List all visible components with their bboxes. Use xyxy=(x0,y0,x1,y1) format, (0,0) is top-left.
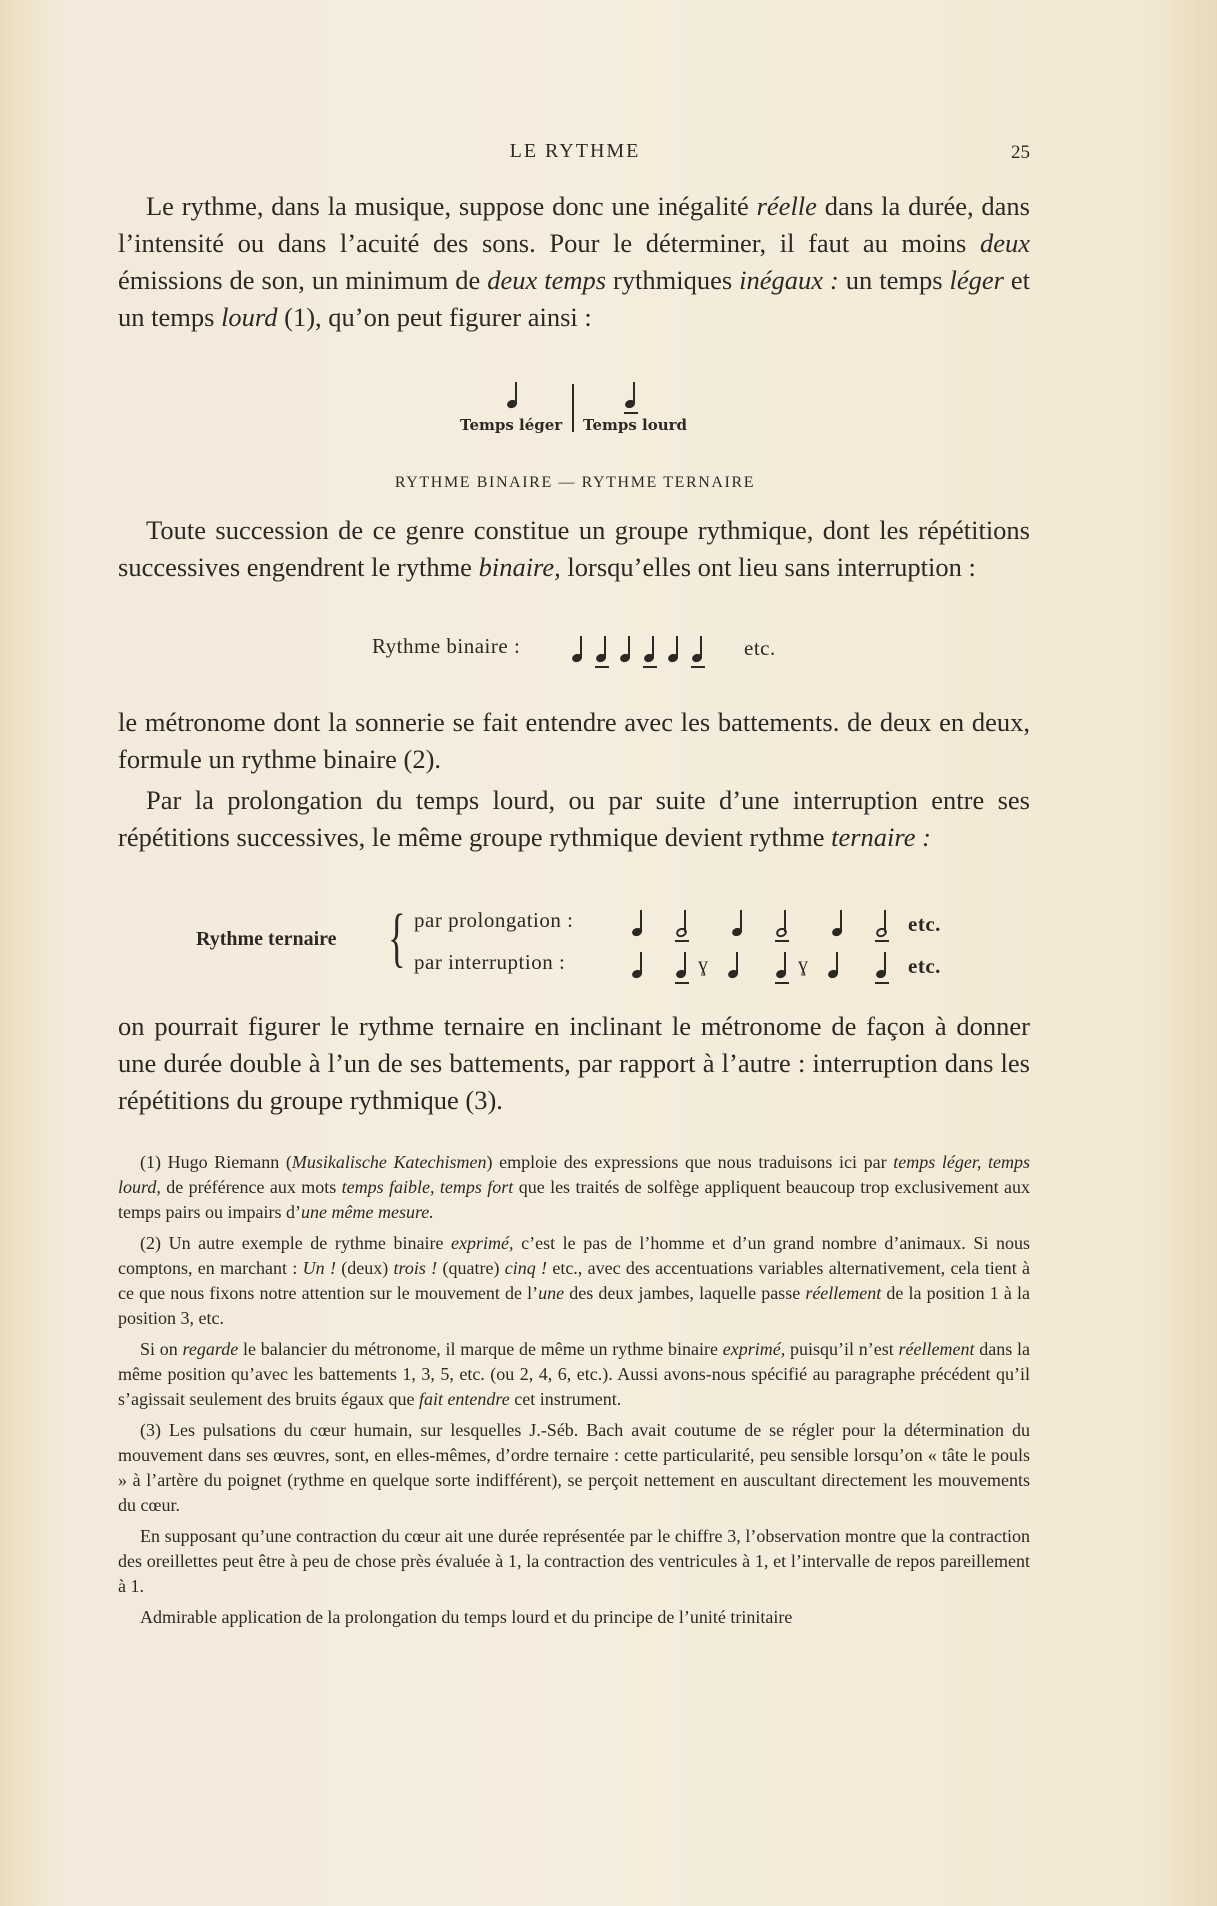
figure-temps xyxy=(455,378,725,438)
text-run: (deux) xyxy=(335,1258,394,1278)
italic-run: une xyxy=(538,1283,565,1303)
quarter-note-icon xyxy=(630,910,650,944)
label-temps-lourd: Temps lourd xyxy=(583,416,688,434)
italic-run: une même mesure. xyxy=(300,1202,434,1222)
accented-quarter-note-icon xyxy=(594,636,614,670)
text-run: ) emploie des expressions que nous traduisons ici par xyxy=(486,1152,894,1172)
footnote-1 xyxy=(118,1150,1030,1225)
ternaire-interruption-notes xyxy=(630,948,950,988)
quarter-note-icon xyxy=(726,952,746,986)
text-run: Si on xyxy=(140,1339,183,1359)
italic-run: temps faible, temps fort xyxy=(341,1177,514,1197)
running-title: LE RYTHME xyxy=(509,140,641,162)
page-number: 25 xyxy=(1011,142,1030,163)
text-run: puisqu’il n’est xyxy=(785,1339,899,1359)
quarter-note-icon xyxy=(666,636,686,670)
quarter-note-icon xyxy=(570,636,590,670)
text-run: le balancier du métronome, il marque de même un rythme binaire xyxy=(238,1339,723,1359)
text-run: que les traités de solfège appliquent beaucoup trop exclusivement aux temps pairs ou impairs d’ xyxy=(118,1177,1030,1222)
text-run: et un temps xyxy=(118,265,1030,332)
label-temps-leger: Temps léger xyxy=(460,416,563,434)
text-run: Par la prolongation du temps lourd, ou par suite d’une interruption entre ses répétitions successives, le même groupe rythmique devient rythme xyxy=(118,785,1030,852)
text-run: de la position 1 à la position 3, etc. xyxy=(118,1283,1030,1328)
accented-quarter-note-icon xyxy=(690,636,710,670)
italic-run: réelle xyxy=(756,191,817,221)
ternaire-prolongation-label: par prolongation : xyxy=(414,908,574,932)
paragraph-binaire xyxy=(118,512,1030,586)
quarter-note-icon xyxy=(618,636,638,670)
section-heading: RYTHME BINAIRE — RYTHME TERNAIRE xyxy=(394,474,756,491)
ternaire-interruption-etc: etc. xyxy=(908,954,941,978)
footnote-3: (3) Les pulsations du cœur humain, sur lesquelles J.-Séb. Bach avait coutume de se régler pour la détermination du mouvement dans ses œuvres, sont, en elles-mêmes, d’ordre ternaire : cette particularité, peu sensible lorsqu’on « tâte le pouls » à l’artère du poignet (rythme en quelque sorte indifférent), se perçoit nettement en auscultant directement les mouvements du cœur. xyxy=(118,1420,1030,1515)
italic-run: lourd xyxy=(221,302,278,332)
accented-half-note-icon xyxy=(874,910,894,944)
footnote-3-continued: En supposant qu’une contraction du cœur ait une durée représentée par le chiffre 3, l’observation montre que la contraction des oreillettes peut être à peu de chose près évaluée à 1, la contraction des ventricules à 1, et l’intervalle de repos pareillement à 1. xyxy=(118,1526,1030,1596)
footnote-2-continued xyxy=(118,1337,1030,1412)
ternaire-interruption-label: par interruption : xyxy=(414,950,566,974)
accented-quarter-note-icon xyxy=(874,952,894,986)
paragraph-metronome-incline xyxy=(118,1008,1030,1119)
italic-run: regarde xyxy=(182,1339,239,1359)
quarter-note-icon xyxy=(630,952,650,986)
paragraph-intro xyxy=(118,188,1030,336)
quarter-note-icon xyxy=(830,910,850,944)
paragraph-prolongation xyxy=(118,782,1030,856)
text-run: le métronome dont la sonnerie se fait entendre avec les battements. de deux en deux, formule un rythme binaire (2). xyxy=(118,707,1030,774)
ternaire-prolongation-notes xyxy=(630,906,950,946)
text-run: des deux jambes, laquelle passe xyxy=(564,1283,806,1303)
text-run: on pourrait figurer le rythme ternaire en inclinant le métronome de façon à donner une durée double à l’un de ses battements, par rapport à l’autre : interruption dans les répétitions du groupe rythmique (3). xyxy=(118,1011,1030,1115)
text-run: dans la durée, dans l’intensité ou dans l’acuité des sons. Pour le déterminer, il faut au moins xyxy=(118,191,1030,258)
footnotes xyxy=(118,1150,1030,1636)
rest-icon: ɣ xyxy=(698,954,708,976)
binaire-label: Rythme binaire : xyxy=(372,634,521,658)
text-run: c’est le pas de l’homme et d’un grand nombre d’animaux. Si nous comptons, en marchant : xyxy=(118,1233,1030,1278)
italic-run: ternaire : xyxy=(831,822,931,852)
ternaire-prolongation-etc: etc. xyxy=(908,912,941,936)
text-run: etc., avec des accentuations variables alternativement, cela tient à ce que nous fixons notre attention sur le mouvement de l’ xyxy=(118,1258,1030,1303)
text-run: Toute succession de ce genre constitue un groupe rythmique, dont les répétitions successives engendrent le rythme xyxy=(118,515,1030,582)
text-run: cet instrument. xyxy=(509,1389,622,1409)
text-run: (2) Un autre exemple de rythme binaire xyxy=(140,1233,452,1253)
text-run: (1) Hugo Riemann ( xyxy=(140,1152,292,1172)
footnote-3-last-line: Admirable application de la prolongation du temps lourd et du principe de l’unité trinitaire xyxy=(140,1607,793,1627)
text-run: un temps xyxy=(838,265,950,295)
accented-quarter-note-icon xyxy=(623,382,643,416)
italic-run: exprimé, xyxy=(722,1339,786,1359)
italic-run: Un ! xyxy=(302,1258,336,1278)
brace-icon: { xyxy=(388,901,406,974)
italic-run: réellement xyxy=(805,1283,882,1303)
text-run: émissions de son, un minimum de xyxy=(118,265,488,295)
footnote-2 xyxy=(118,1231,1030,1331)
italic-run: cinq ! xyxy=(504,1258,548,1278)
rest-icon: ɣ xyxy=(798,954,808,976)
italic-run: réellement xyxy=(898,1339,975,1359)
italic-run: léger xyxy=(949,265,1004,295)
italic-run: fait entendre xyxy=(418,1389,510,1409)
text-run: (quatre) xyxy=(437,1258,505,1278)
binaire-notes xyxy=(570,632,750,672)
accented-quarter-note-icon xyxy=(674,952,694,986)
accented-quarter-note-icon xyxy=(642,636,662,670)
ternaire-label: Rythme ternaire xyxy=(196,928,337,950)
accented-quarter-note-icon xyxy=(774,952,794,986)
accented-half-note-icon xyxy=(774,910,794,944)
text-run: Le rythme, dans la musique, suppose donc une inégalité xyxy=(146,191,757,221)
bar-line xyxy=(572,384,574,432)
paragraph-metronome xyxy=(118,704,1030,856)
quarter-note-icon xyxy=(826,952,846,986)
quarter-note-icon xyxy=(505,382,525,416)
text-run: rythmiques xyxy=(606,265,740,295)
italic-run: Musikalische Katechismen xyxy=(291,1152,487,1172)
italic-run: temps léger, temps lourd, xyxy=(118,1152,1030,1197)
binaire-etc: etc. xyxy=(744,636,776,660)
quarter-note-icon xyxy=(730,910,750,944)
italic-run: inégaux : xyxy=(739,265,839,295)
accented-half-note-icon xyxy=(674,910,694,944)
text-run: (1), qu’on peut figurer ainsi : xyxy=(277,302,592,332)
italic-run: binaire, xyxy=(478,552,561,582)
italic-run: trois ! xyxy=(393,1258,438,1278)
text-run: de préférence aux mots xyxy=(160,1177,342,1197)
italic-run: deux temps xyxy=(487,265,607,295)
italic-run: exprimé, xyxy=(451,1233,514,1253)
text-run: dans la même position qu’avec les battements 1, 3, 5, etc. (ou 2, 4, 6, etc.). Aussi avons-nous spécifié au paragraphe précédent qu’il s’agissait seulement des bruits égaux que xyxy=(118,1339,1031,1409)
text-run: lorsqu’elles ont lieu sans interruption : xyxy=(560,552,976,582)
italic-run: deux xyxy=(979,228,1030,258)
